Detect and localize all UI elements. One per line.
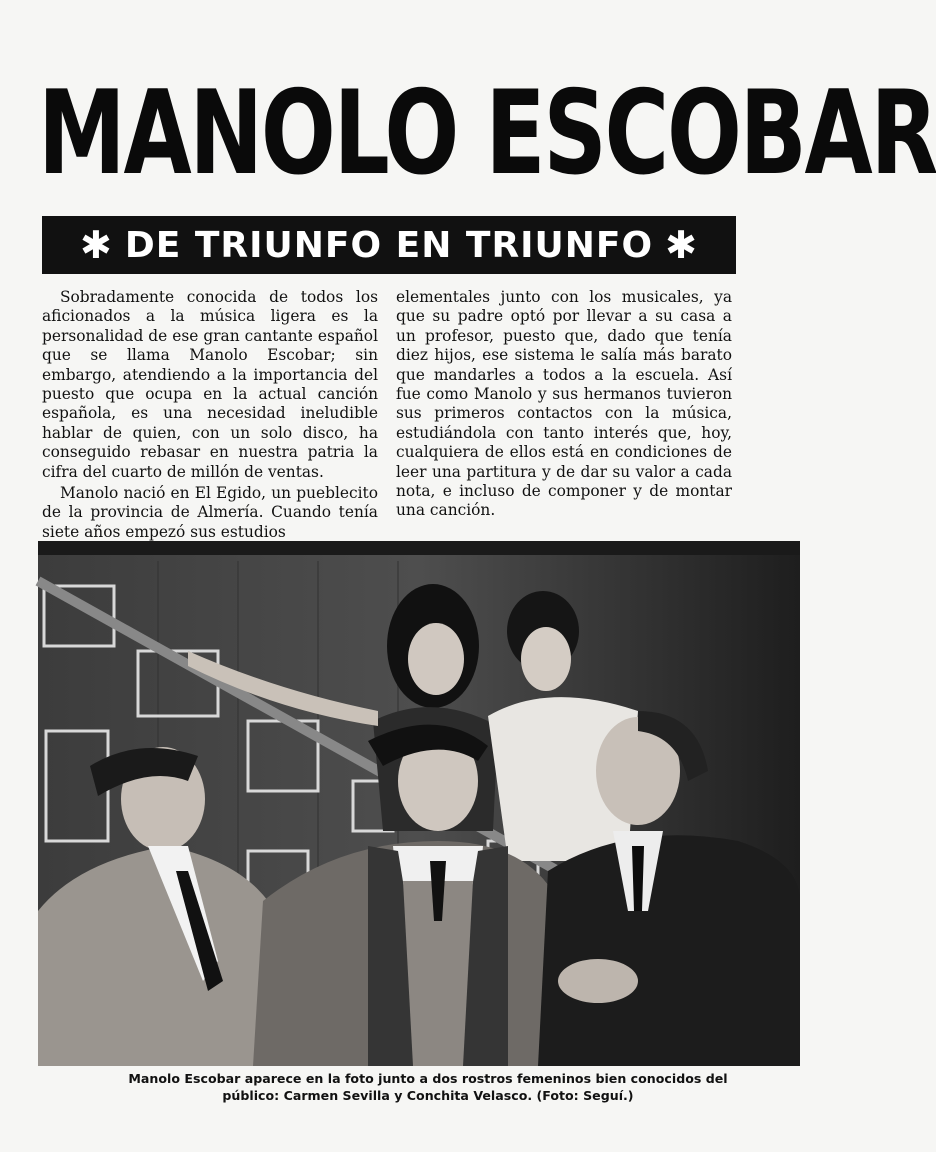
subheadline-banner <box>42 216 736 274</box>
paragraph: Manolo nació en El Egido, un pueblecito de la provincia de Almería. Cuando tenía siete años empezó sus estudios <box>42 484 378 541</box>
paragraph: elementales junto con los musicales, ya que su padre optó por llevar a su casa a un profesor, puesto que, dado que tenía diez hijos, ese sistema le salía más barato que mandarles a todos a la escuela. Así fue como Manolo y sus hermanos tuvieron sus primeros contactos con la música, estudiándola con tanto interés que, hoy, cualquiera de ellos está en condiciones de leer una partitura y de dar su valor a cada nota, e incluso de componer y de montar una canción. <box>396 288 732 520</box>
article-column-right <box>396 288 732 521</box>
subheadline: DE TRIUNFO EN TRIUNFO <box>124 224 654 266</box>
page-title: MANOLO ESCOBAR <box>38 66 936 201</box>
headline-area <box>0 0 936 220</box>
group-photo <box>38 541 800 1066</box>
asterisk-icon: ✱ <box>665 223 698 267</box>
photo-illustration <box>38 541 800 1066</box>
paragraph: Sobradamente conocida de todos los aficionados a la música ligera es la personalidad de ese gran cantante español que se llama Manolo Escobar; sin embargo, atendiendo a la importancia del puesto que ocupa en la actual canción española, es una necesidad ineludible hablar de quien, con un solo disco, ha conseguido rebasar en nuestra patria la cifra del cuarto de millón de ventas. <box>42 288 378 481</box>
article-column-left <box>42 288 378 542</box>
asterisk-icon: ✱ <box>80 223 113 267</box>
photo-caption: Manolo Escobar aparece en la foto junto a dos rostros femeninos bien conocidos del público: Carmen Sevilla y Conchita Velasco. (Foto: Seguí.) <box>128 1071 728 1103</box>
